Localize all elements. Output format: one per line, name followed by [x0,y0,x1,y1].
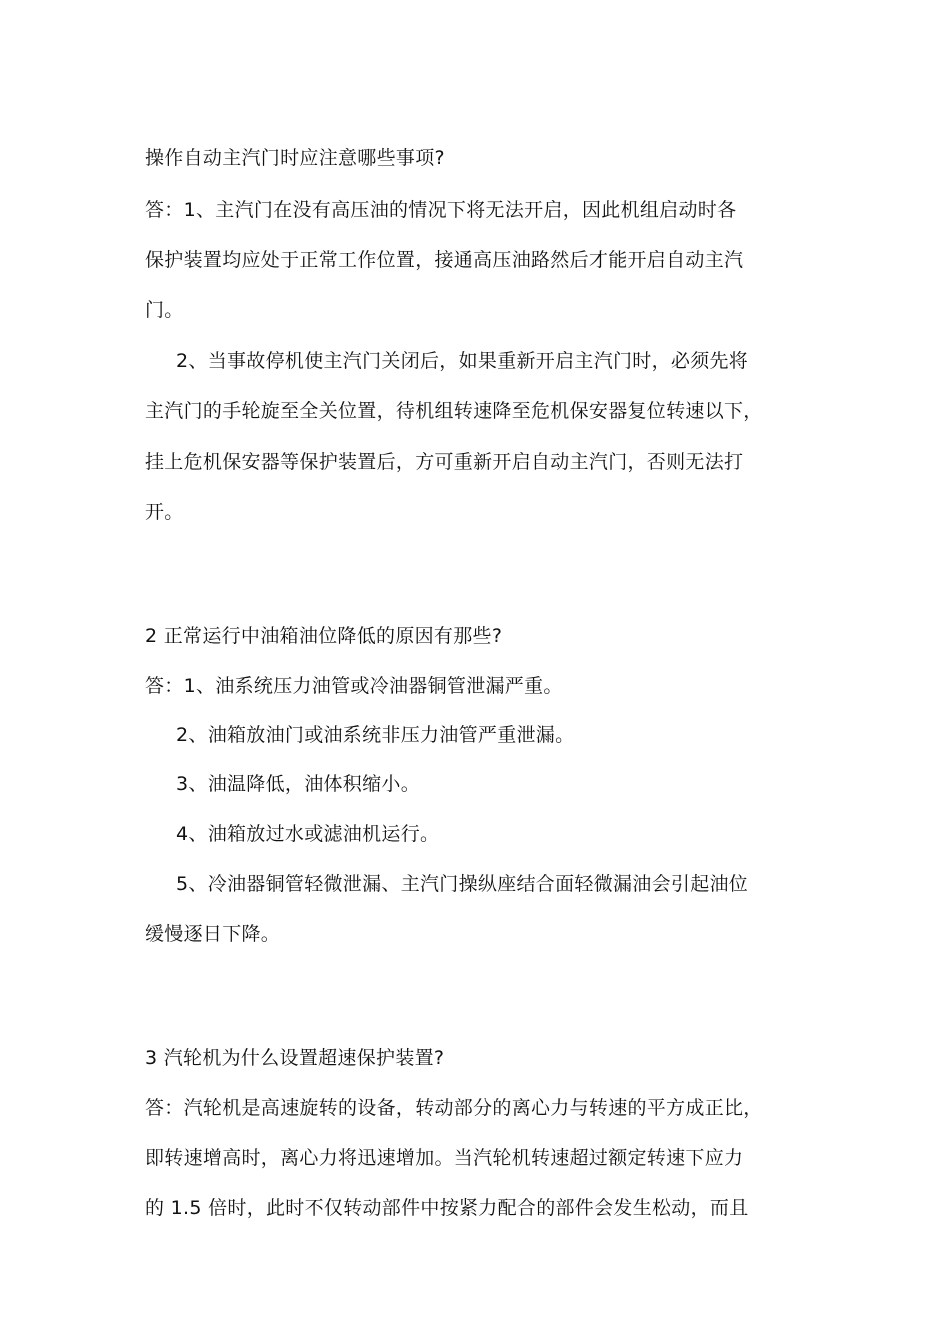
q2-answer-1: 答：1、油系统压力油管或冷油器铜管泄漏严重。 [145,675,563,697]
q2-answer-2: 2、油箱放油门或油系统非压力油管严重泄漏。 [176,724,575,746]
q2-answer-5-line-1: 5、冷油器铜管轻微泄漏、主汽门操纵座结合面轻微漏油会引起油位 [176,873,749,895]
q1-answer-2-line-3: 挂上危机保安器等保护装置后，方可重新开启自动主汽门，否则无法打 [145,451,744,473]
q2-answer-5-line-2: 缓慢逐日下降。 [145,923,281,945]
q1-answer-line-2: 保护装置均应处于正常工作位置，接通高压油路然后才能开启自动主汽 [145,249,744,271]
q1-answer-2-line-4: 开。 [145,501,184,523]
q3-answer-line-1: 答：汽轮机是高速旋转的设备，转动部分的离心力与转速的平方成正比， [145,1097,763,1119]
q3-answer-line-3: 的 1.5 倍时，此时不仅转动部件中按紧力配合的部件会发生松动，而且 [145,1197,749,1219]
q1-answer-2-line-1: 2、当事故停机使主汽门关闭后，如果重新开启主汽门时，必须先将 [176,350,749,372]
q1-answer-line-3: 门。 [145,299,184,321]
q3-answer-line-2: 即转速增高时，离心力将迅速增加。当汽轮机转速超过额定转速下应力 [145,1147,744,1169]
q2-answer-4: 4、油箱放过水或滤油机运行。 [176,823,440,845]
q2-title: 2 正常运行中油箱油位降低的原因有那些? [145,625,503,647]
q1-answer-2-line-2: 主汽门的手轮旋至全关位置，待机组转速降至危机保安器复位转速以下， [145,400,763,422]
q1-answer-line-1: 答：1、主汽门在没有高压油的情况下将无法开启，因此机组启动时各 [145,199,737,221]
q3-title: 3 汽轮机为什么设置超速保护装置? [145,1047,445,1069]
q2-answer-3: 3、油温降低，油体积缩小。 [176,773,420,795]
q1-title: 操作自动主汽门时应注意哪些事项? [145,147,445,169]
